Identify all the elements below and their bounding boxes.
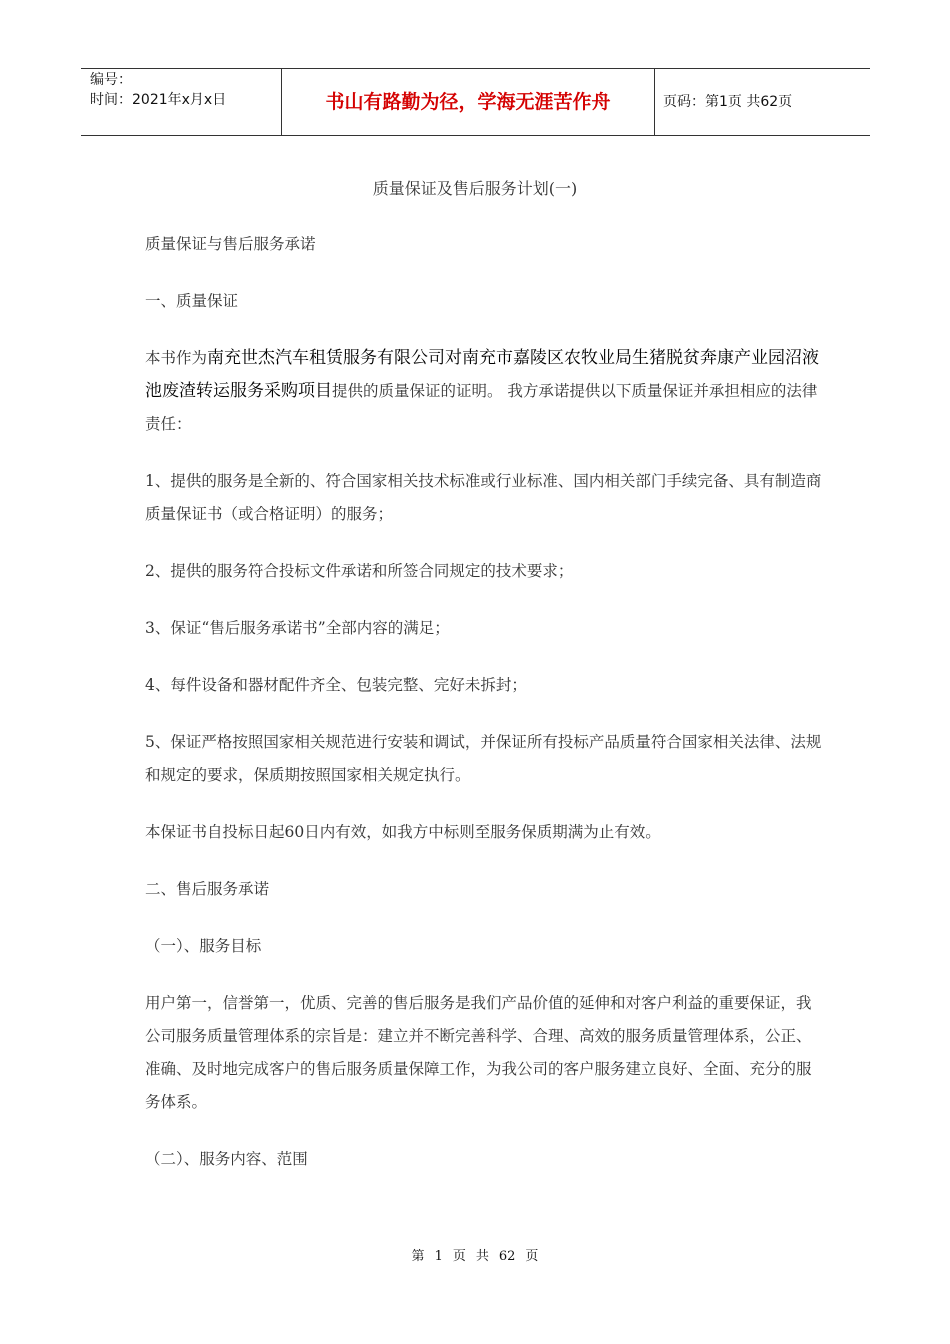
intro-post: 提供的质量保证的证明。 我方承诺提供以下质量保证并承担相应的法律责任： <box>145 382 818 433</box>
section-after-sales: 二、售后服务承诺 <box>145 880 270 898</box>
footer-text: 第 <box>411 1249 425 1264</box>
heading-commitment: 质量保证与售后服务承诺 <box>145 235 316 253</box>
section-quality-assurance: 一、质量保证 <box>145 292 239 310</box>
header-meta <box>81 69 281 135</box>
service-goal-paragraph: 用户第一，信誉第一，优质、完善的售后服务是我们产品价值的延伸和对客户利益的重要保证，我公司服务质量管理体系的宗旨是：建立并不断完善科学、合理、高效的服务质量管理体系，公正、准确、及时地完成客户的售后服务质量保障工作，为我公司的客户服务建立良好、全面、充分的服务体系。 <box>145 994 812 1111</box>
validity-paragraph: 本保证书自投标日起60日内有效，如我方中标则至服务保质期满为止有效。 <box>145 823 661 841</box>
footer-total-pages: 62 <box>498 1249 516 1264</box>
document-number-label: 编号： <box>90 72 132 88</box>
project-name: 南充世杰汽车租赁服务有限公司对南充市嘉陵区农牧业局生猪脱贫奔康产业园沼液池废渣转运服务采购项目 <box>145 348 820 401</box>
subsection-service-scope: （二）、服务内容、范围 <box>145 1150 308 1168</box>
footer-text: 共 <box>475 1249 489 1264</box>
footer-text: 页 <box>452 1249 466 1264</box>
footer-text: 页 <box>525 1249 539 1264</box>
list-item: 3、保证“售后服务承诺书”全部内容的满足； <box>145 619 450 637</box>
document-time-label: 时间：2021年x月x日 <box>90 92 227 108</box>
document-title: 质量保证及售后服务计划(一) <box>372 179 578 198</box>
intro-paragraph <box>145 342 825 441</box>
document-body <box>145 228 825 1200</box>
list-item: 1、提供的服务是全新的、符合国家相关技术标准或行业标准、国内相关部门手续完备、具有制造商质量保证书（或合格证明）的服务； <box>145 472 822 523</box>
page-footer <box>0 1245 950 1264</box>
page-header <box>81 68 870 136</box>
intro-pre: 本书作为 <box>145 349 208 367</box>
list-item: 5、保证严格按照国家相关规范进行安装和调试，并保证所有投标产品质量符合国家相关法律、法规和规定的要求，保质期按照国家相关规定执行。 <box>145 733 822 784</box>
header-motto: 书山有路勤为径，学海无涯苦作舟 <box>281 69 655 135</box>
list-item: 2、提供的服务符合投标文件承诺和所签合同规定的技术要求； <box>145 562 574 580</box>
subsection-service-goal: （一）、服务目标 <box>145 937 262 955</box>
list-item: 4、每件设备和器材配件齐全、包装完整、完好未拆封； <box>145 676 527 694</box>
footer-page-number: 1 <box>434 1249 443 1264</box>
header-page-info: 页码：第1页 共62页 <box>663 94 793 110</box>
